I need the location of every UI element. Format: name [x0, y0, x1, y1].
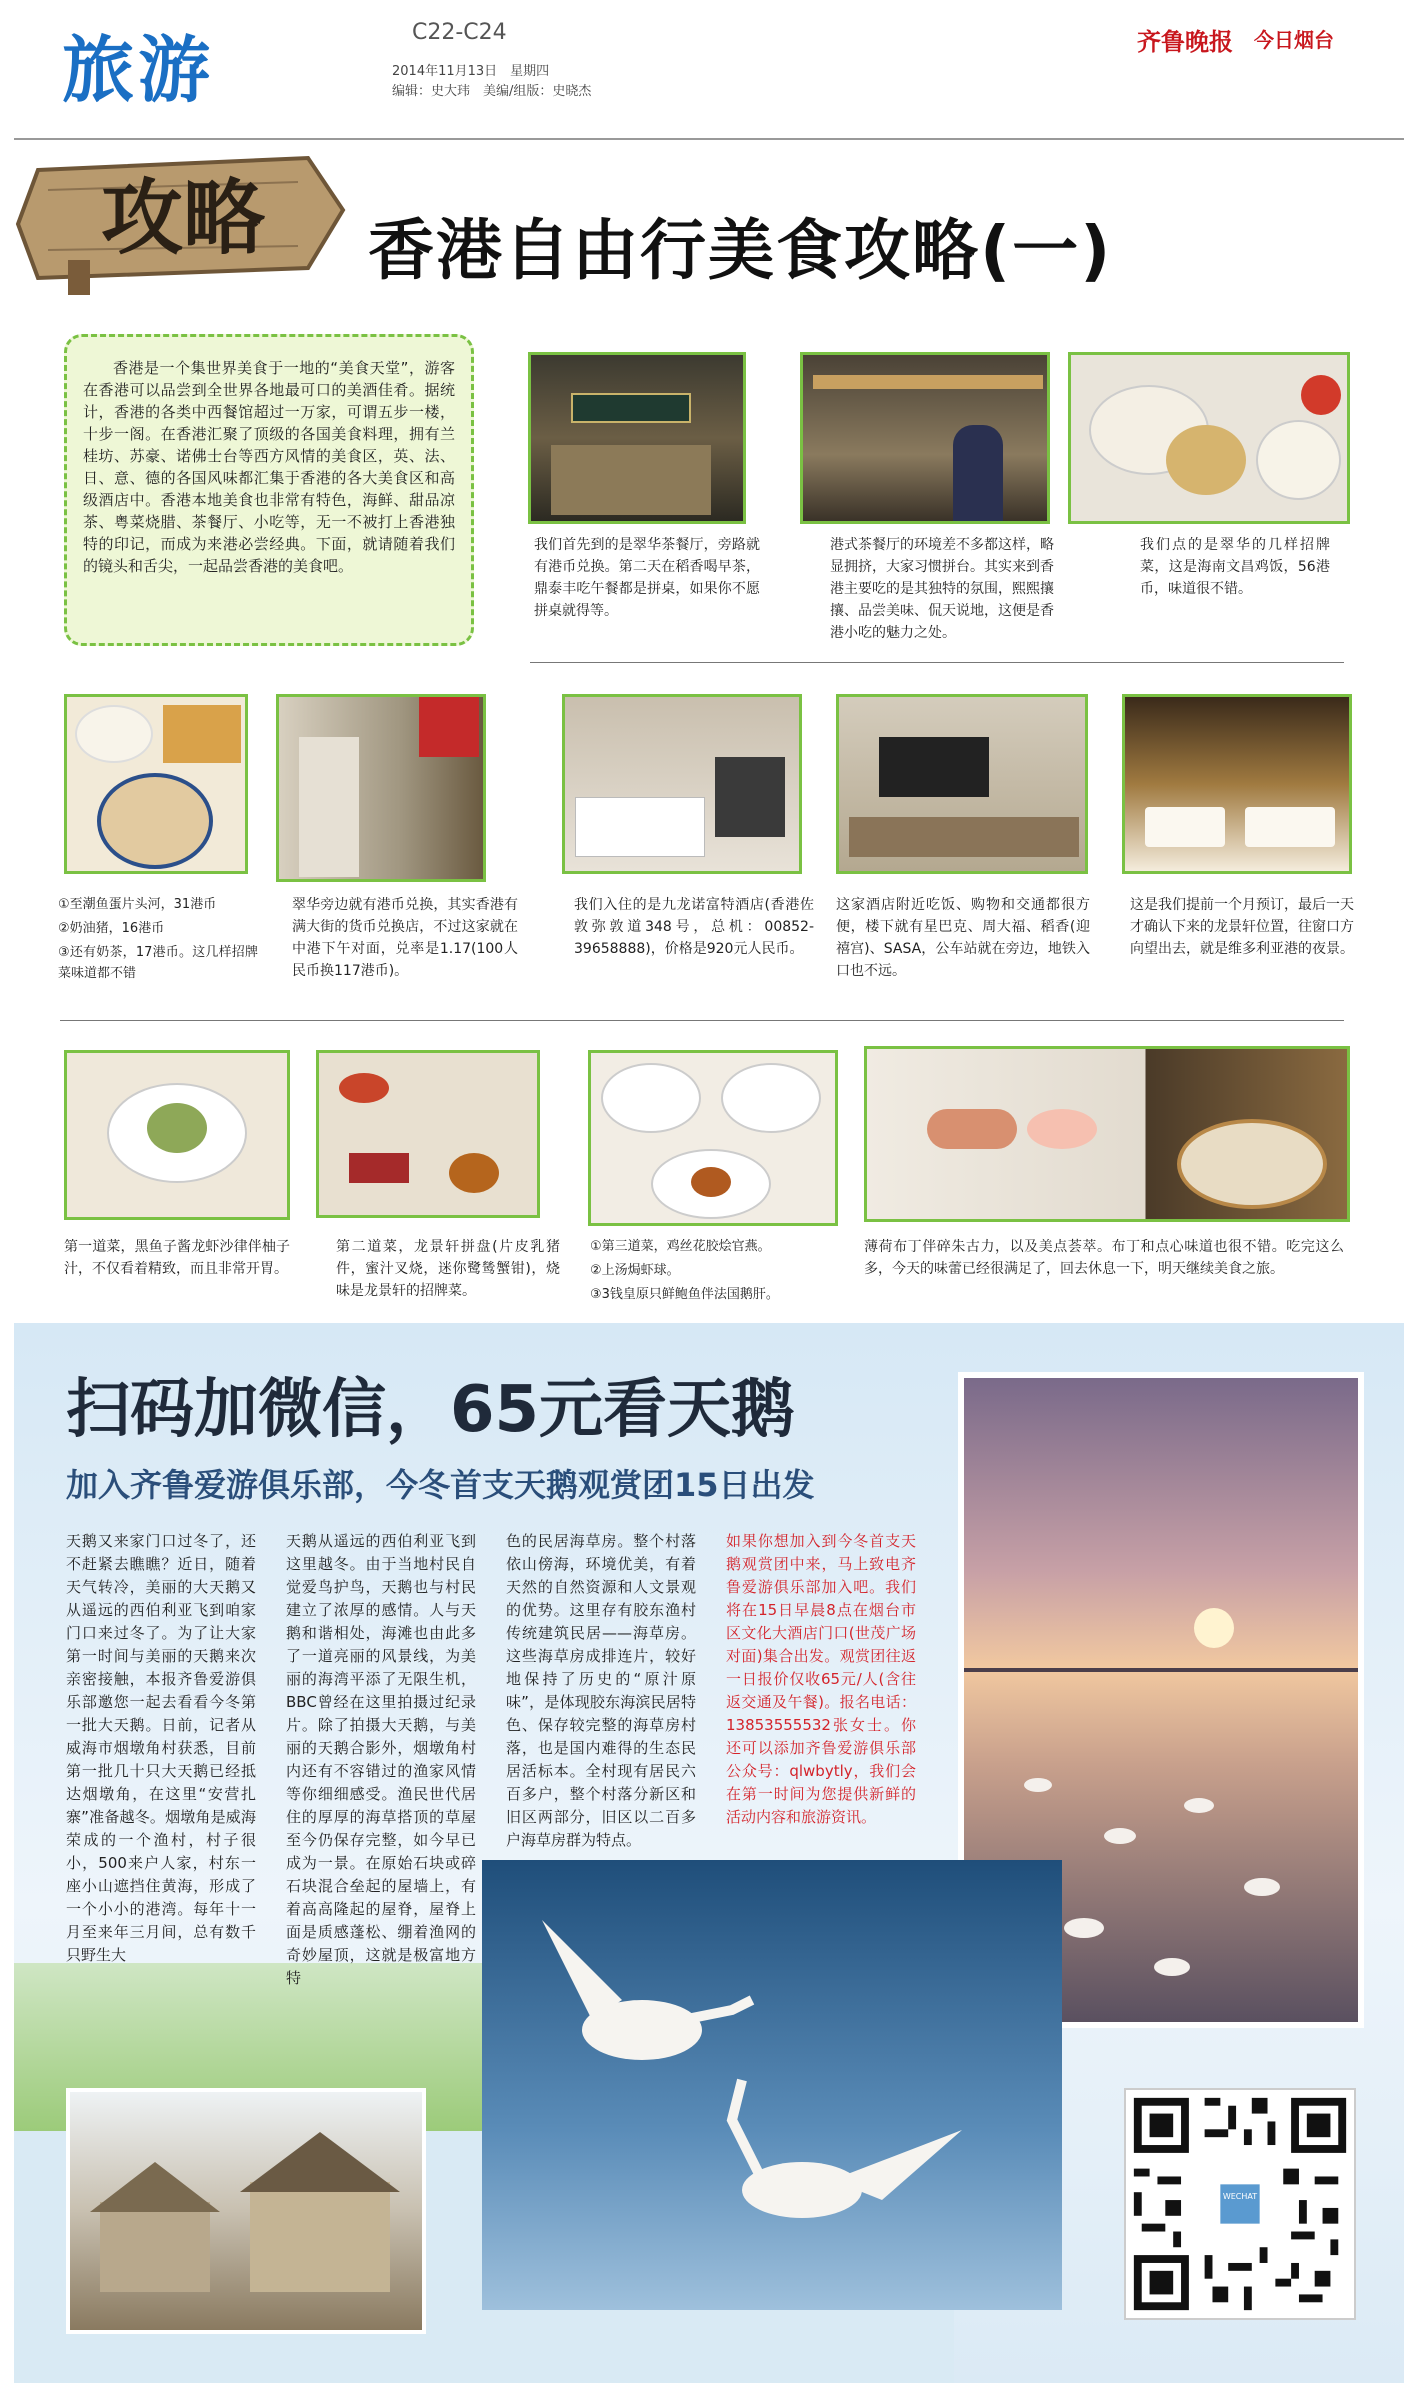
caption-restaurant: 我们首先到的是翠华茶餐厅，旁路就有港币兑换。第二天在稻香喝早茶，鼎泰丰吃午餐都是拼桌，如果你不愿拼桌就得等。: [534, 537, 760, 619]
edition-name: 今日烟台: [1254, 28, 1334, 52]
caption-dessert: 薄荷布丁伴碎朱古力，以及美点荟萃。布丁和点心味道也很不错。吃完这么多，今天的味蕾已经很满足了，回去休息一下，明天继续美食之旅。: [864, 1239, 1344, 1277]
strategy-sign-icon: [8, 150, 358, 295]
issue-date: 2014年11月13日 星期四: [392, 64, 550, 79]
flying-swans-photo: [482, 1860, 1062, 2310]
restaurant-interior-photo: [800, 352, 1050, 524]
page-range: C22-C24: [412, 20, 507, 45]
caption-first-course: 第一道菜，黑鱼子酱龙虾沙律伴柚子汁，不仅看着精致，而且非常开胃。: [64, 1239, 290, 1277]
restaurant-storefront-photo: [528, 352, 746, 524]
caption-snack-1: ①至潮鱼蛋片头河，31港币: [58, 897, 217, 912]
caption-third-course-2: ②上汤焗虾球。: [590, 1263, 680, 1278]
caption-second-course: 第二道菜，龙景轩拼盘(片皮乳猪件，蜜汁叉烧，迷你鹭鸶蟹钳)，烧味是龙景轩的招牌菜。: [336, 1239, 560, 1299]
hotel-room-photo: [562, 694, 802, 874]
caption-chicken-rice: 我们点的是翠华的几样招牌菜，这是海南文昌鸡饭，56港币，味道很不错。: [1140, 537, 1330, 597]
sign-text: 攻略: [100, 170, 266, 266]
caption-hotel: 我们入住的是九龙诺富特酒店(香港佐敦弥敦道348号，总机：00852-39658888)，价格是920元人民币。: [574, 897, 814, 957]
salad-dish-photo: [64, 1050, 290, 1220]
roast-platter-photo: [316, 1050, 540, 1218]
paper-logo: 齐鲁晚报: [1137, 27, 1233, 56]
article-title: 香港自由行美食攻略(一): [368, 212, 1113, 289]
snacks-photo: [64, 694, 248, 874]
editor-credits: 编辑：史大玮 美编/组版：史晓杰: [392, 84, 592, 99]
caption-exchange: 翠华旁边就有港币兑换，其实香港有满大街的货币兑换店，不过这家就在中港下午对面，兑率是1.17(100人民币换117港币)。: [292, 897, 518, 979]
hotel-interior-photo: [836, 694, 1088, 874]
third-course-photo: [588, 1050, 838, 1226]
currency-exchange-photo: [276, 694, 486, 882]
caption-interior: 港式茶餐厅的环境差不多都这样，略显拥挤，大家习惯拼台。其实来到香港主要吃的是其独特的氛围，熙熙攘攘、品尝美味、侃天说地，这便是香港小吃的魅力之处。: [830, 537, 1054, 641]
caption-dining-room: 这是我们提前一个月预订，最后一天才确认下来的龙景轩位置，往窗口方向望出去，就是维多利亚港的夜景。: [1130, 897, 1354, 957]
caption-hotel-area: 这家酒店附近吃饭、购物和交通都很方便，楼下就有星巴克、周大福、稻香(迎禧宫)、SASA，公车站就在旁边，地铁入口也不远。: [836, 897, 1090, 979]
promo-title: 扫码加微信，65元看天鹅: [66, 1373, 796, 1447]
dessert-dimsum-photo: [864, 1046, 1350, 1222]
wechat-qr-code[interactable]: [1124, 2088, 1356, 2320]
caption-third-course-3: ③3钱皇原只鲜鲍鱼伴法国鹅肝。: [590, 1287, 779, 1302]
chicken-rice-photo: [1068, 352, 1350, 524]
promo-signup-info: 如果你想加入到今冬首支天鹅观赏团中来，马上致电齐鲁爱游俱乐部加入吧。我们将在15日早晨8点在烟台市区文化大酒店门口(世茂广场对面)集合出发。观赏团往返一日报价仅收65元/人(含往返交通及午餐)。报名电话：13853555532张女士。你还可以添加齐鲁爱游俱乐部公众号：qlwbytly，我们会在第一时间为您提供新鲜的活动内容和旅游资讯。: [726, 1532, 916, 1826]
promo-column-2: 天鹅从遥远的西伯利亚飞到这里越冬。由于当地村民自觉爱鸟护鸟，天鹅也与村民建立了浓厚的感情。人与天鹅和谐相处，海滩也由此多了一道亮丽的风景线，为美丽的海湾平添了无限生机，BBC曾经在这里拍摄过纪录片。除了拍摄大天鹅，与美丽的天鹅合影外，烟墩角村内还有不容错过的渔家风情等你细细感受。渔民世代居住的厚厚的海草搭顶的草屋至今仍保存完整，如今早已成为一景。在原始石块或碎石块混合垒起的屋墙上，有着高高隆起的屋脊，屋脊上面是质感蓬松、绷着渔网的奇妙屋顶，这就是极富地方特: [286, 1532, 476, 1987]
promo-column-3: 色的民居海草房。整个村落依山傍海，环境优美，有着天然的自然资源和人文景观的优势。这里存有胶东渔村传统建筑民居——海草房。这些海草房成排连片，较好地保持了历史的“原汁原味”，是体现胶东海滨民居特色、保存较完整的海草房村落，也是国内难得的生态民居活标本。全村现有居民六百多户，整个村落分新区和旧区两部分，旧区以二百多户海草房群为特点。: [506, 1532, 696, 1849]
dining-room-photo: [1122, 694, 1352, 874]
intro-box: 香港是一个集世界美食于一地的“美食天堂”，游客在香港可以品尝到全世界各地最可口的美酒佳肴。据统计，香港的各类中西餐馆超过一万家，可谓五步一楼，十步一阁。在香港汇聚了顶级的各国美食料理，拥有兰桂坊、苏豪、诺佛士台等西方风情的美食区，英、法、日、意、德的各国风味都汇集于香港的各大美食区和高级酒店中。香港本地美食也非常有特色，海鲜、甜品凉茶、粤菜烧腊、茶餐厅、小吃等，无一不被打上香港独特的印记，而成为来港必尝经典。下面，就请随着我们的镜头和舌尖，一起品尝香港的美食吧。: [64, 334, 474, 646]
caption-snack-2: ②奶油猪，16港币: [58, 921, 165, 936]
promo-subtitle: 加入齐鲁爱游俱乐部，今冬首支天鹅观赏团15日出发: [66, 1466, 815, 1504]
caption-snack-3: ③还有奶茶，17港币。这几样招牌菜味道都不错: [58, 945, 258, 981]
header-divider: [14, 138, 1404, 140]
row-divider: [60, 1020, 1344, 1021]
caption-third-course-1: ①第三道菜，鸡丝花胶烩官燕。: [590, 1239, 771, 1254]
section-title: 旅游: [62, 28, 215, 112]
promo-column-1: 天鹅又来家门口过冬了，还不赶紧去瞧瞧？近日，随着天气转冷，美丽的大天鹅又从遥远的西伯利亚飞到咱家门口来过冬了。为了让大家第一时间与美丽的天鹅来次亲密接触，本报齐鲁爱游俱乐部邀您一起去看看今冬第一批大天鹅。日前，记者从威海市烟墩角村获悉，目前第一批几十只大天鹅已经抵达烟墩角，在这里“安营扎寨”准备越冬。烟墩角是威海荣成的一个渔村，村子很小，500来户人家，村东一座小山遮挡住黄海，形成了一个小小的港湾。每年十一月至来年三月间，总有数千只野生大: [66, 1532, 256, 1964]
qr-caption: WECHAT: [1222, 2192, 1258, 2201]
village-photo: [66, 2088, 426, 2334]
row-divider: [530, 662, 1344, 663]
